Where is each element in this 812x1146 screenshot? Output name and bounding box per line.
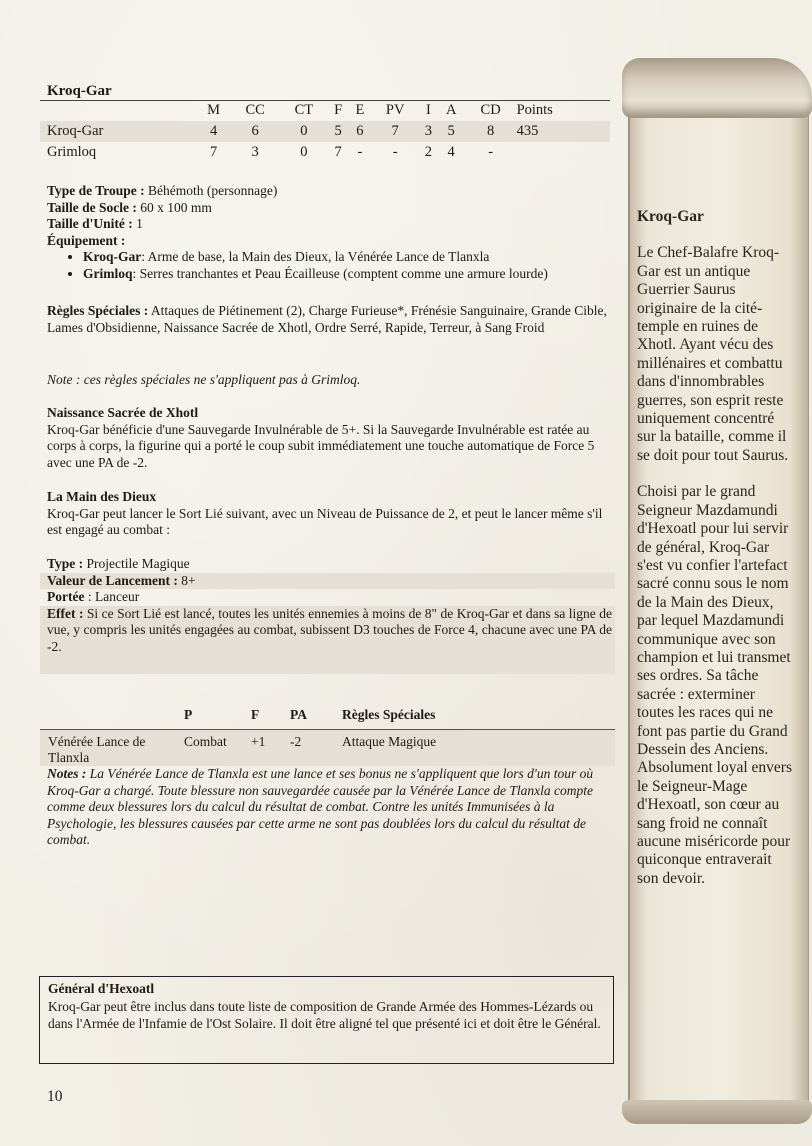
casting-value-line [40,573,615,590]
spell-block [40,556,615,674]
stat-table [40,100,610,163]
sidebar-lore [637,208,793,906]
stat-cell: 0 [300,144,308,160]
stat-header: CC [245,102,265,118]
section-title: Naissance Sacrée de Xhotl [47,405,199,420]
stat-header: A [445,102,457,118]
stat-cell: 7 [371,121,419,142]
weapon-header-row [40,707,615,730]
effect-line [40,606,615,674]
weapon-notes-label: Notes : [47,766,87,781]
sidebar-paragraph: Le Chef-Balafre Kroq-Gar est un antique Guerrier Saurus originaire de la cité-temple en ruines de Xhotl. Ayant vécu des millénaires et combattu dans d'innombrables guerres, son esprit reste uniquement concentré sur la bataille, comme il se doit pour tout Saurus. [637,244,789,464]
weapon-header: Règles Spéciales [342,707,615,730]
stat-cell: - [392,144,398,160]
stat-row-name: Grimloq [47,144,97,160]
stat-cell: 7 [334,144,342,160]
weapon-header: F [251,707,290,730]
stat-cell: 2 [424,144,432,160]
range-line [40,589,615,606]
stat-header: PV [385,102,405,118]
general-title: Général d'Hexoatl [48,981,155,996]
equipment-list [47,249,613,282]
troop-type-label: Type de Troupe : [47,183,145,198]
xhotl-section [47,405,613,471]
weapon-cell: +1 [251,730,290,767]
stat-cell: 7 [209,144,218,160]
equipment-text: : Serres tranchantes et Peau Écailleuse (comptent comme une armure lourde) [132,265,548,281]
hand-of-gods-section [47,489,613,539]
base-size-line [47,200,613,217]
base-size-value: 60 x 100 mm [140,199,212,215]
special-rules [47,303,613,336]
stat-cell: 5 [438,121,465,142]
table-row [40,142,610,163]
scroll-bottom-roll [622,1100,812,1124]
special-rules-label: Règles Spéciales : [47,303,149,318]
page-number: 10 [47,1088,63,1105]
unit-title: Kroq-Gar [47,83,112,99]
stat-cell: 6 [349,121,372,142]
stat-row-name: Kroq-Gar [40,121,197,142]
stat-header: M [207,102,221,118]
section-text: Kroq-Gar bénéficie d'une Sauvegarde Invulnérable de 5+. Si la Sauvegarde Invulnérable est ratée au corps à corps, la figurine qui a porté le coup subit immédiatement une touche automatique de Force 5 avec une PA de -2. [47,421,595,470]
equipment-owner: Grimloq [83,265,133,281]
unit-size-value: 1 [136,216,143,232]
stat-header-row [40,100,610,121]
table-row [40,121,610,142]
equipment-label: Équipement : [47,232,126,248]
list-item [83,249,613,266]
special-rules-value: Attaques de Piétinement (2), Charge Furieuse*, Frénésie Sanguinaire, Grande Cible, Lames d'Obsidienne, Naissance Sacrée de Xhotl, Ordre Serré, Rapide, Terreur, à Sang Froid [47,303,607,335]
stat-cell: - [357,144,363,160]
range-value: : Lanceur [87,589,140,605]
equipment-line [47,233,613,250]
table-row [40,730,615,767]
stat-header: CD [480,102,501,118]
equipment-owner: Kroq-Gar [83,249,142,265]
stat-cell: 0 [280,121,328,142]
weapon-header [40,707,184,730]
casting-value-label: Valeur de Lancement : [47,572,178,588]
weapon-notes-text: La Vénérée Lance de Tlanxla est une lance et ses bonus ne s'appliquent que lors d'un tour où Kroq-Gar a chargé. Toute blessure non sauvegardée causée par la Vénérée Lance de Tlanxla compte comme deux blessures lors du calcul du résultat de combat. Contre les unités Immunisées à la Psychologie, les blessures causées par cette arme ne sont pas doublées lors du calcul du résultat de combat. [47,766,594,848]
stat-cell: 4 [197,121,230,142]
base-size-label: Taille de Socle : [47,199,137,215]
stat-header: E [355,102,365,118]
spell-type-line [40,556,615,573]
general-text: Kroq-Gar peut être inclus dans toute liste de composition de Grande Armée des Hommes-Lézards ou dans l'Armée de l'Infamie de l'Ost Solaire. Il doit être aligné tel que présenté ici et doit être le Général. [48,998,601,1031]
spell-type-label: Type : [47,556,84,571]
effect-label: Effet : [47,605,84,621]
stat-cell: - [488,144,494,160]
troop-type-line [47,183,613,200]
special-rules-note: Note : ces règles spéciales ne s'appliquent pas à Grimloq. [47,372,361,387]
casting-value-value: 8+ [181,572,196,588]
stat-header: CT [294,102,314,118]
range-label: Portée [47,589,85,605]
general-box [39,976,614,1064]
stat-cell: 435 [517,121,610,142]
weapon-cell: Attaque Magique [342,730,615,767]
stat-cell [517,142,610,163]
unit-size-label: Taille d'Unité : [47,216,133,232]
stat-cell: 4 [447,144,455,160]
effect-value: Si ce Sort Lié est lancé, toutes les unités ennemies à moins de 8" de Kroq-Gar et dans sa ligne de vue, y compris les unités engagées au combat, subissent D3 touches de Force 4, chacune avec une PA de -2. [47,605,612,654]
stat-header: I [425,102,431,118]
weapon-name: Vénérée Lance de Tlanxla [40,730,184,767]
sidebar-title: Kroq-Gar [637,208,704,225]
list-item [83,266,613,283]
sidebar-paragraph: Choisi par le grand Seigneur Mazdamundi d'Hexoatl pour lui servir de général, Kroq-Gar s'est vu confier l'artefact sacré connu sous le nom de la Main des Dieux, par lequel Mazdamundi communique avec son champion et lui transmet ses ordres. Sa tâche sacrée : exterminer toutes les races qui ne font pas partie du Grand Dessein des Anciens. Absolument loyal envers le Seigneur-Mage d'Hexoatl, son cœur au sang froid ne connaît aucune miséricorde pour quiconque entraverait son devoir. [637,483,792,887]
section-text: Kroq-Gar peut lancer le Sort Lié suivant, avec un Niveau de Puissance de 2, et peut le lancer même s'il est engagé au combat : [47,505,603,538]
stat-header: Points [516,102,553,118]
equipment-text: : Arme de base, la Main des Dieux, la Vénérée Lance de Tlanxla [141,249,490,265]
unit-size-line [47,216,613,233]
weapon-header: P [184,707,251,730]
stat-cell: 8 [465,121,517,142]
stat-header: F [334,102,343,118]
troop-info [47,183,613,283]
weapon-header: PA [290,707,342,730]
weapon-table [40,707,615,766]
stat-cell: 3 [419,121,438,142]
stat-cell: 5 [328,121,349,142]
weapon-cell: -2 [290,730,342,767]
scroll-top-roll [622,58,812,118]
stat-cell: 3 [251,144,259,160]
spell-type-value: Projectile Magique [86,556,190,571]
stat-cell: 6 [230,121,280,142]
troop-type-value: Béhémoth (personnage) [148,183,278,198]
section-title: La Main des Dieux [47,489,157,504]
weapon-cell: Combat [184,730,251,767]
weapon-notes [47,766,613,849]
